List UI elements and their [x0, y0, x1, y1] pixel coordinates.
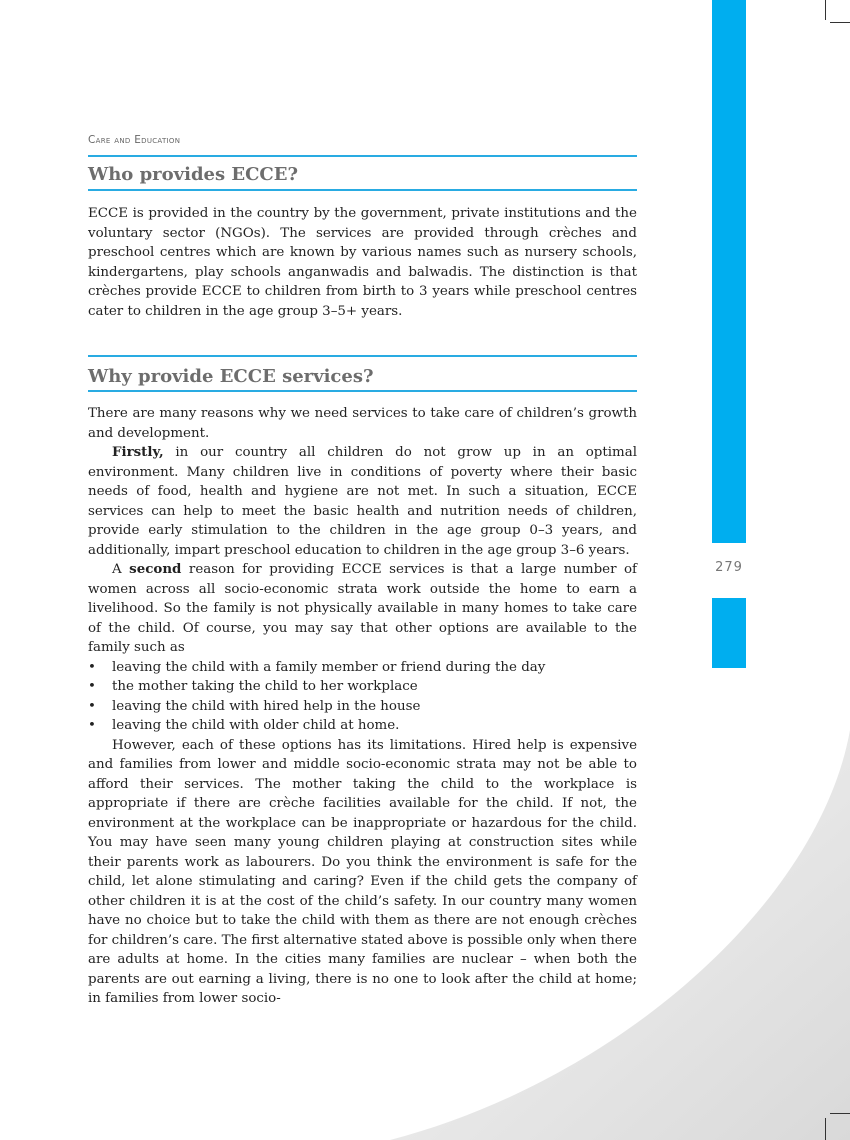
list-item: [88, 697, 637, 717]
section-heading-who-provides: Who provides ECCE?: [88, 164, 299, 185]
firstly-text: in our country all children do not grow up in an optimal environment. Many children live in conditions of poverty where their basic needs of food, health and hygiene are not met. In such a situation, ECCE services can help to meet the basic health and nutrition needs of children, provide early stimulation to the children in the age group 0–3 years, and additionally, impart preschool education to children in the age group 3–6 years.: [88, 445, 637, 558]
crop-mark-top-horizontal: [830, 22, 850, 23]
list-item: [88, 677, 637, 697]
page-number: 279: [715, 560, 743, 575]
bullet-icon: •: [88, 698, 96, 714]
side-accent-bar-top: [712, 0, 746, 543]
list-item-text: the mother taking the child to her workplace: [112, 679, 418, 694]
list-item: [88, 716, 637, 736]
firstly-lead: Firstly,: [112, 444, 164, 460]
heading-rule-bottom-1: [88, 189, 637, 191]
paragraph-second: [88, 560, 637, 658]
heading-rule-bottom-2: [88, 390, 637, 392]
running-head: Care and Education: [88, 134, 181, 146]
list-item: [88, 658, 637, 678]
side-accent-bar-bottom: [712, 598, 746, 668]
section2-intro: There are many reasons why we need services to take care of children’s growth and development.: [88, 406, 637, 441]
heading-rule-top-1: [88, 155, 637, 157]
second-text: reason for providing ECCE services is that a large number of women across all socio-economic strata work outside the home to earn a livelihood. So the family is not physically available in many homes to take care of the child. Of course, you may say that other options are available to the family such as: [88, 562, 637, 655]
bullet-icon: •: [88, 718, 96, 733]
section2-content: [88, 404, 637, 1009]
section-heading-why-provide: Why provide ECCE services?: [88, 366, 374, 387]
list-item-text: leaving the child with hired help in the house: [112, 698, 421, 714]
crop-mark-bottom-horizontal: [830, 1113, 850, 1114]
paragraph-however: However, each of these options has its limitations. Hired help is expensive and families from lower and middle socio-economic strata may not be able to afford their services. The mother taking the child to the workplace is appropriate if there are crèche facilities available for the child. If not, the environment at the workplace can be inappropriate or hazardous for the child. You may have seen many young children playing at construction sites while their parents work as labourers. Do you think the environment is safe for the child, let alone stimulating and caring? Even if the child gets the company of other children it is at the cost of the child’s safety. In our country many women have no choice but to take the child with them as there are not enough crèches for children’s care. The first alternative stated above is possible only when there are adults at home. In the cities many families are nuclear – when both the parents are out earning a living, there is no one to look after the child at home; in families from lower socio-: [88, 737, 637, 1006]
second-pre: A: [112, 562, 130, 577]
section1-body: ECCE is provided in the country by the government, private institutions and the voluntary sector (NGOs). The services are provided through crèches and preschool centres which are known by various names such as nursery schools, kindergartens, play schools anganwadis and balwadis. The distinction is that crèches provide ECCE to children from birth to 3 years while preschool centres cater to children in the age group 3–5+ years.: [88, 206, 637, 319]
list-item-text: leaving the child with a family member or friend during the day: [112, 659, 546, 675]
second-bold: second: [129, 561, 182, 577]
list-item-text: leaving the child with older child at home.: [112, 718, 400, 733]
crop-mark-top-vertical: [825, 0, 826, 20]
crop-mark-bottom-vertical: [825, 1118, 826, 1140]
heading-rule-top-2: [88, 355, 637, 357]
paragraph-firstly: [88, 443, 637, 560]
bullet-icon: •: [88, 679, 96, 694]
options-list: [88, 658, 637, 736]
bullet-icon: •: [88, 659, 96, 675]
